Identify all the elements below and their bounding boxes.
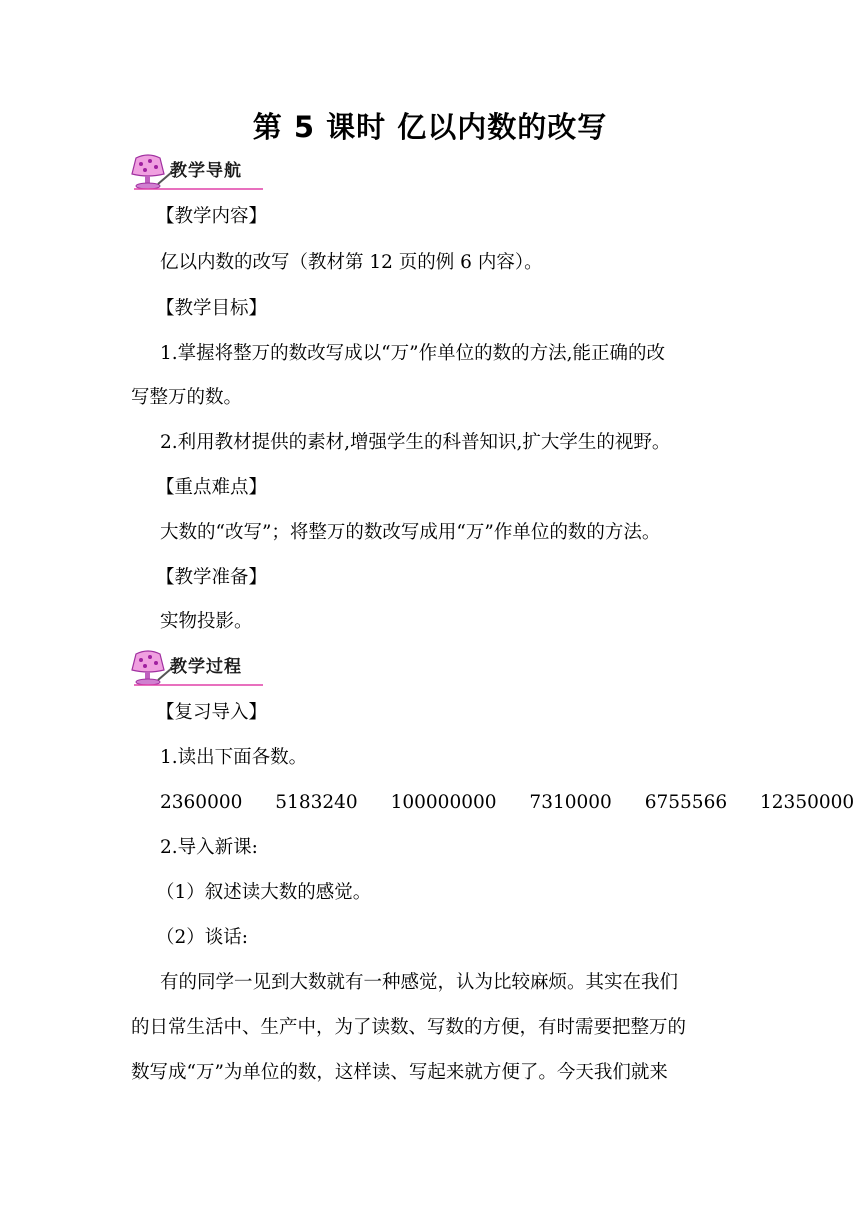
teaching-content: 亿以内数的改写（教材第 12 页的例 6 内容）。 [160,252,543,273]
key-points: 大数的“改写”；将整万的数改写成用“万”作单位的数的方法。 [160,522,661,543]
paragraph-line-1: 有的同学一见到大数就有一种感觉，认为比较麻烦。其实在我们 [160,972,679,993]
number-item: 7310000 [529,792,612,813]
banner-label: 教学导航 [170,161,242,181]
paragraph-line-2: 的日常生活中、生产中，为了读数、写数的方便，有时需要把整万的 [131,1017,687,1038]
goal-1-line-1: 1.掌握将整万的数改写成以“万”作单位的数的方法,能正确的改 [160,343,665,364]
review-heading: 【复习导入】 [156,702,268,723]
page-title: 第 5 课时 亿以内数的改写 [252,110,608,144]
banner-label: 教学过程 [170,657,242,677]
teaching-content-heading: 【教学内容】 [156,206,268,227]
review-item-1: 1.读出下面各数。 [160,747,308,768]
number-item: 2360000 [160,792,243,813]
number-item: 12350000 [760,792,855,813]
review-item-2: 2.导入新课: [160,837,258,858]
sub-item-2: （2）谈话: [156,927,249,948]
number-item: 100000000 [390,792,497,813]
preparation-heading: 【教学准备】 [156,567,268,588]
teaching-goal-heading: 【教学目标】 [156,298,268,319]
key-points-heading: 【重点难点】 [156,477,268,498]
goal-1-line-2: 写整万的数。 [131,387,243,408]
section-banner-process [128,648,268,688]
section-banner-guide [128,152,268,192]
number-item: 6755566 [644,792,728,813]
goal-2: 2.利用教材提供的素材,增强学生的科普知识,扩大学生的视野。 [160,432,671,453]
paragraph-line-3: 数写成“万”为单位的数，这样读、写起来就方便了。今天我们就来 [131,1062,668,1083]
preparation: 实物投影。 [160,611,253,632]
number-list [0,788,860,818]
sub-item-1: （1）叙述读大数的感觉。 [156,882,372,903]
number-item: 5183240 [275,792,358,813]
